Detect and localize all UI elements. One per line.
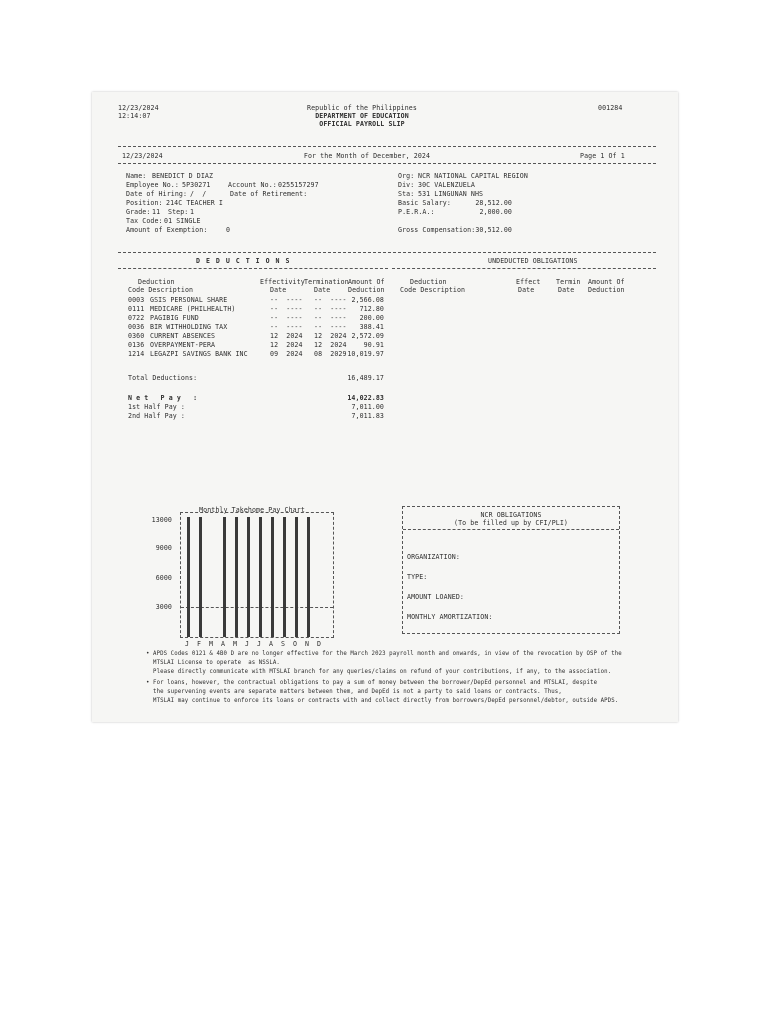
ncr-obligations-box <box>402 506 620 634</box>
exemption-label: Amount of Exemption: <box>126 226 208 234</box>
row-effectivity: -- ---- <box>270 323 303 331</box>
y-tick-label: 9000 <box>155 544 172 552</box>
divider <box>118 163 656 164</box>
period-month: For the Month of December, 2024 <box>303 152 431 160</box>
net-pay: 14,022.83 <box>347 394 384 402</box>
ncr-subtitle: (To be filled up by CFI/PLI) <box>454 519 568 527</box>
chart-bar <box>307 517 310 637</box>
print-date: 12/23/2024 <box>118 104 159 112</box>
chart-bar <box>271 517 274 637</box>
und-col-amount-deduction: Deduction <box>588 286 625 294</box>
name-label: Name: <box>126 172 147 180</box>
chart-bar <box>199 517 202 637</box>
row-description: BIR WITHHOLDING TAX <box>150 323 228 331</box>
x-tick-label: J <box>257 640 262 648</box>
x-tick-label: J <box>185 640 190 648</box>
total-deductions-label: Total Deductions: <box>128 374 198 382</box>
org: NCR NATIONAL CAPITAL REGION <box>418 172 528 180</box>
header-department: DEPARTMENT OF EDUCATION <box>315 112 409 120</box>
x-tick-label: S <box>281 640 286 648</box>
x-tick-label: A <box>221 640 226 648</box>
col-amount-deduction: Deduction <box>348 286 385 294</box>
second-half-label: 2nd Half Pay : <box>128 412 185 420</box>
note-line: • For loans, however, the contractual obligations to pay a sum of money between the borrower/DepEd personnel and MTSLAI, despite <box>146 680 598 686</box>
chart-bar <box>295 517 298 637</box>
row-termination: -- ---- <box>314 323 347 331</box>
step-label: Step: <box>168 208 189 216</box>
grade: 11 <box>152 208 161 216</box>
chart-bar <box>283 517 286 637</box>
ncr-amount-label: AMOUNT LOANED: <box>407 593 464 601</box>
und-col-code-description: Code Description <box>400 286 466 294</box>
row-effectivity: 09 2024 <box>270 350 303 358</box>
row-amount: 200.00 <box>359 314 384 322</box>
tax-label: Tax Code: <box>126 217 163 225</box>
first-half-label: 1st Half Pay : <box>128 403 185 411</box>
header-country: Republic of the Philippines <box>307 104 417 112</box>
chart-bar <box>247 517 250 637</box>
deductions-title: D E D U C T I O N S <box>196 257 291 265</box>
ncr-title: NCR OBLIGATIONS <box>480 511 542 519</box>
chart-bar <box>259 517 262 637</box>
div-label: Div: <box>398 181 415 189</box>
x-tick-label: M <box>209 640 214 648</box>
slip-code: 001284 <box>598 104 623 112</box>
grade-label: Grade: <box>126 208 151 216</box>
position: 214C TEACHER I <box>166 199 223 207</box>
row-amount: 2,566.08 <box>351 296 384 304</box>
ncr-amortization-label: MONTHLY AMORTIZATION: <box>407 613 493 621</box>
row-code: 0111 <box>128 305 145 313</box>
col-term-date: Date <box>314 286 331 294</box>
position-label: Position: <box>126 199 163 207</box>
x-tick-label: A <box>269 640 274 648</box>
row-effectivity: 12 2024 <box>270 332 303 340</box>
print-time: 12:14:07 <box>118 112 151 120</box>
und-col-effect: Effect <box>516 278 541 286</box>
page-number: Page 1 Of 1 <box>580 152 625 160</box>
note-line: Please directly communicate with MTSLAI branch for any queries/claims on refund of your contributions, if any, to the association. <box>146 669 612 675</box>
note-line: the supervening events are separate matters between them, and DepEd is not a party to said loans or contracts. Thus, <box>146 689 562 695</box>
y-tick-label: 6000 <box>155 574 172 582</box>
row-termination: -- ---- <box>314 305 347 313</box>
und-col-amount: Amount Of <box>588 278 625 286</box>
chart-bar <box>223 517 226 637</box>
row-effectivity: 12 2024 <box>270 341 303 349</box>
retirement-label: Date of Retirement: <box>230 190 308 198</box>
account-no: 0255157297 <box>278 181 319 189</box>
und-col-termin: Termin <box>556 278 581 286</box>
row-amount: 10,019.97 <box>347 350 384 358</box>
ncr-type-label: TYPE: <box>407 573 428 581</box>
takehome-chart <box>180 512 334 638</box>
row-termination: 12 2024 <box>314 332 347 340</box>
row-termination: -- ---- <box>314 296 347 304</box>
x-tick-label: N <box>305 640 310 648</box>
payroll-slip <box>92 92 678 722</box>
basic-label: Basic Salary: <box>398 199 451 207</box>
undeducted-title: UNDEDUCTED OBLIGATIONS <box>488 257 578 265</box>
row-description: GSIS PERSONAL SHARE <box>150 296 228 304</box>
hiring-date: / / <box>190 190 207 198</box>
col-code-description: Code Description <box>128 286 194 294</box>
row-effectivity: -- ---- <box>270 314 303 322</box>
row-amount: 712.80 <box>359 305 384 313</box>
row-code: 1214 <box>128 350 145 358</box>
x-tick-label: J <box>245 640 250 648</box>
chart-bar <box>235 517 238 637</box>
net-pay-label: N e t P a y : <box>128 394 198 402</box>
col-amount: Amount Of <box>348 278 385 286</box>
row-amount: 90.91 <box>363 341 384 349</box>
pera-label: P.E.R.A.: <box>398 208 435 216</box>
divider <box>118 146 656 147</box>
und-col-termin-date: Date <box>558 286 575 294</box>
row-description: OVERPAYMENT-PERA <box>150 341 216 349</box>
exemption: 0 <box>226 226 231 234</box>
step: 1 <box>190 208 195 216</box>
row-effectivity: -- ---- <box>270 305 303 313</box>
x-tick-label: F <box>197 640 202 648</box>
y-tick-label: 13000 <box>151 516 172 524</box>
x-tick-label: M <box>233 640 238 648</box>
division: 30C VALENZUELA <box>418 181 475 189</box>
row-termination: 08 2029 <box>314 350 347 358</box>
pera: 2,000.00 <box>479 208 512 216</box>
row-amount: 388.41 <box>359 323 384 331</box>
und-col-effect-date: Date <box>518 286 535 294</box>
first-half-pay: 7,011.00 <box>351 403 384 411</box>
row-amount: 2,572.09 <box>351 332 384 340</box>
chart-bar <box>187 517 190 637</box>
divider <box>403 529 619 530</box>
row-code: 0003 <box>128 296 145 304</box>
divider <box>392 268 656 269</box>
employee-no-label: Employee No.: <box>126 181 179 189</box>
org-label: Org: <box>398 172 415 180</box>
gross-label: Gross Compensation: <box>398 226 476 234</box>
employee-no: 5P30271 <box>182 181 211 189</box>
col-termination: Termination <box>304 278 349 286</box>
col-effectivity: Effectivity <box>260 278 305 286</box>
und-col-deduction: Deduction <box>410 278 447 286</box>
row-description: LEGAZPI SAVINGS BANK INC <box>150 350 248 358</box>
gross-compensation: 30,512.00 <box>475 226 512 234</box>
hiring-label: Date of Hiring: <box>126 190 188 198</box>
period-date: 12/23/2024 <box>122 152 163 160</box>
total-deductions: 16,489.17 <box>347 374 384 382</box>
row-description: CURRENT ABSENCES <box>150 332 216 340</box>
reference-line <box>181 607 333 608</box>
tax-code: 01 SINGLE <box>164 217 201 225</box>
header-title: OFFICIAL PAYROLL SLIP <box>319 120 405 128</box>
row-effectivity: -- ---- <box>270 296 303 304</box>
x-tick-label: D <box>317 640 322 648</box>
note-line: • APDS Codes 0121 & 4B0 D are no longer effective for the March 2023 payroll month and onwards, in view of the revocation by OSP of the <box>146 651 622 657</box>
employee-name: BENEDICT D DIAZ <box>152 172 214 180</box>
divider <box>118 268 388 269</box>
col-deduction: Deduction <box>138 278 175 286</box>
account-label: Account No.: <box>228 181 277 189</box>
y-tick-label: 3000 <box>155 603 172 611</box>
x-tick-label: O <box>293 640 298 648</box>
divider <box>118 252 656 253</box>
row-termination: -- ---- <box>314 314 347 322</box>
sta-label: Sta: <box>398 190 415 198</box>
chart-title: Monthly Takehome Pay Chart <box>199 506 305 514</box>
col-eff-date: Date <box>270 286 287 294</box>
row-code: 0036 <box>128 323 145 331</box>
note-line: MTSLAI License to operate as NSSLA. <box>146 660 280 666</box>
note-line: MTSLAI may continue to enforce its loans or contracts with and collect directly from borrowers/DepEd personnel/debtor, outside APDS. <box>146 698 619 704</box>
second-half-pay: 7,011.83 <box>351 412 384 420</box>
basic-salary: 28,512.00 <box>475 199 512 207</box>
row-description: PAGIBIG FUND <box>150 314 199 322</box>
station: 531 LINGUNAN NHS <box>418 190 484 198</box>
row-code: 0360 <box>128 332 145 340</box>
ncr-organization-label: ORGANIZATION: <box>407 553 460 561</box>
row-code: 0722 <box>128 314 145 322</box>
row-description: MEDICARE (PHILHEALTH) <box>150 305 236 313</box>
row-code: 0136 <box>128 341 145 349</box>
row-termination: 12 2024 <box>314 341 347 349</box>
